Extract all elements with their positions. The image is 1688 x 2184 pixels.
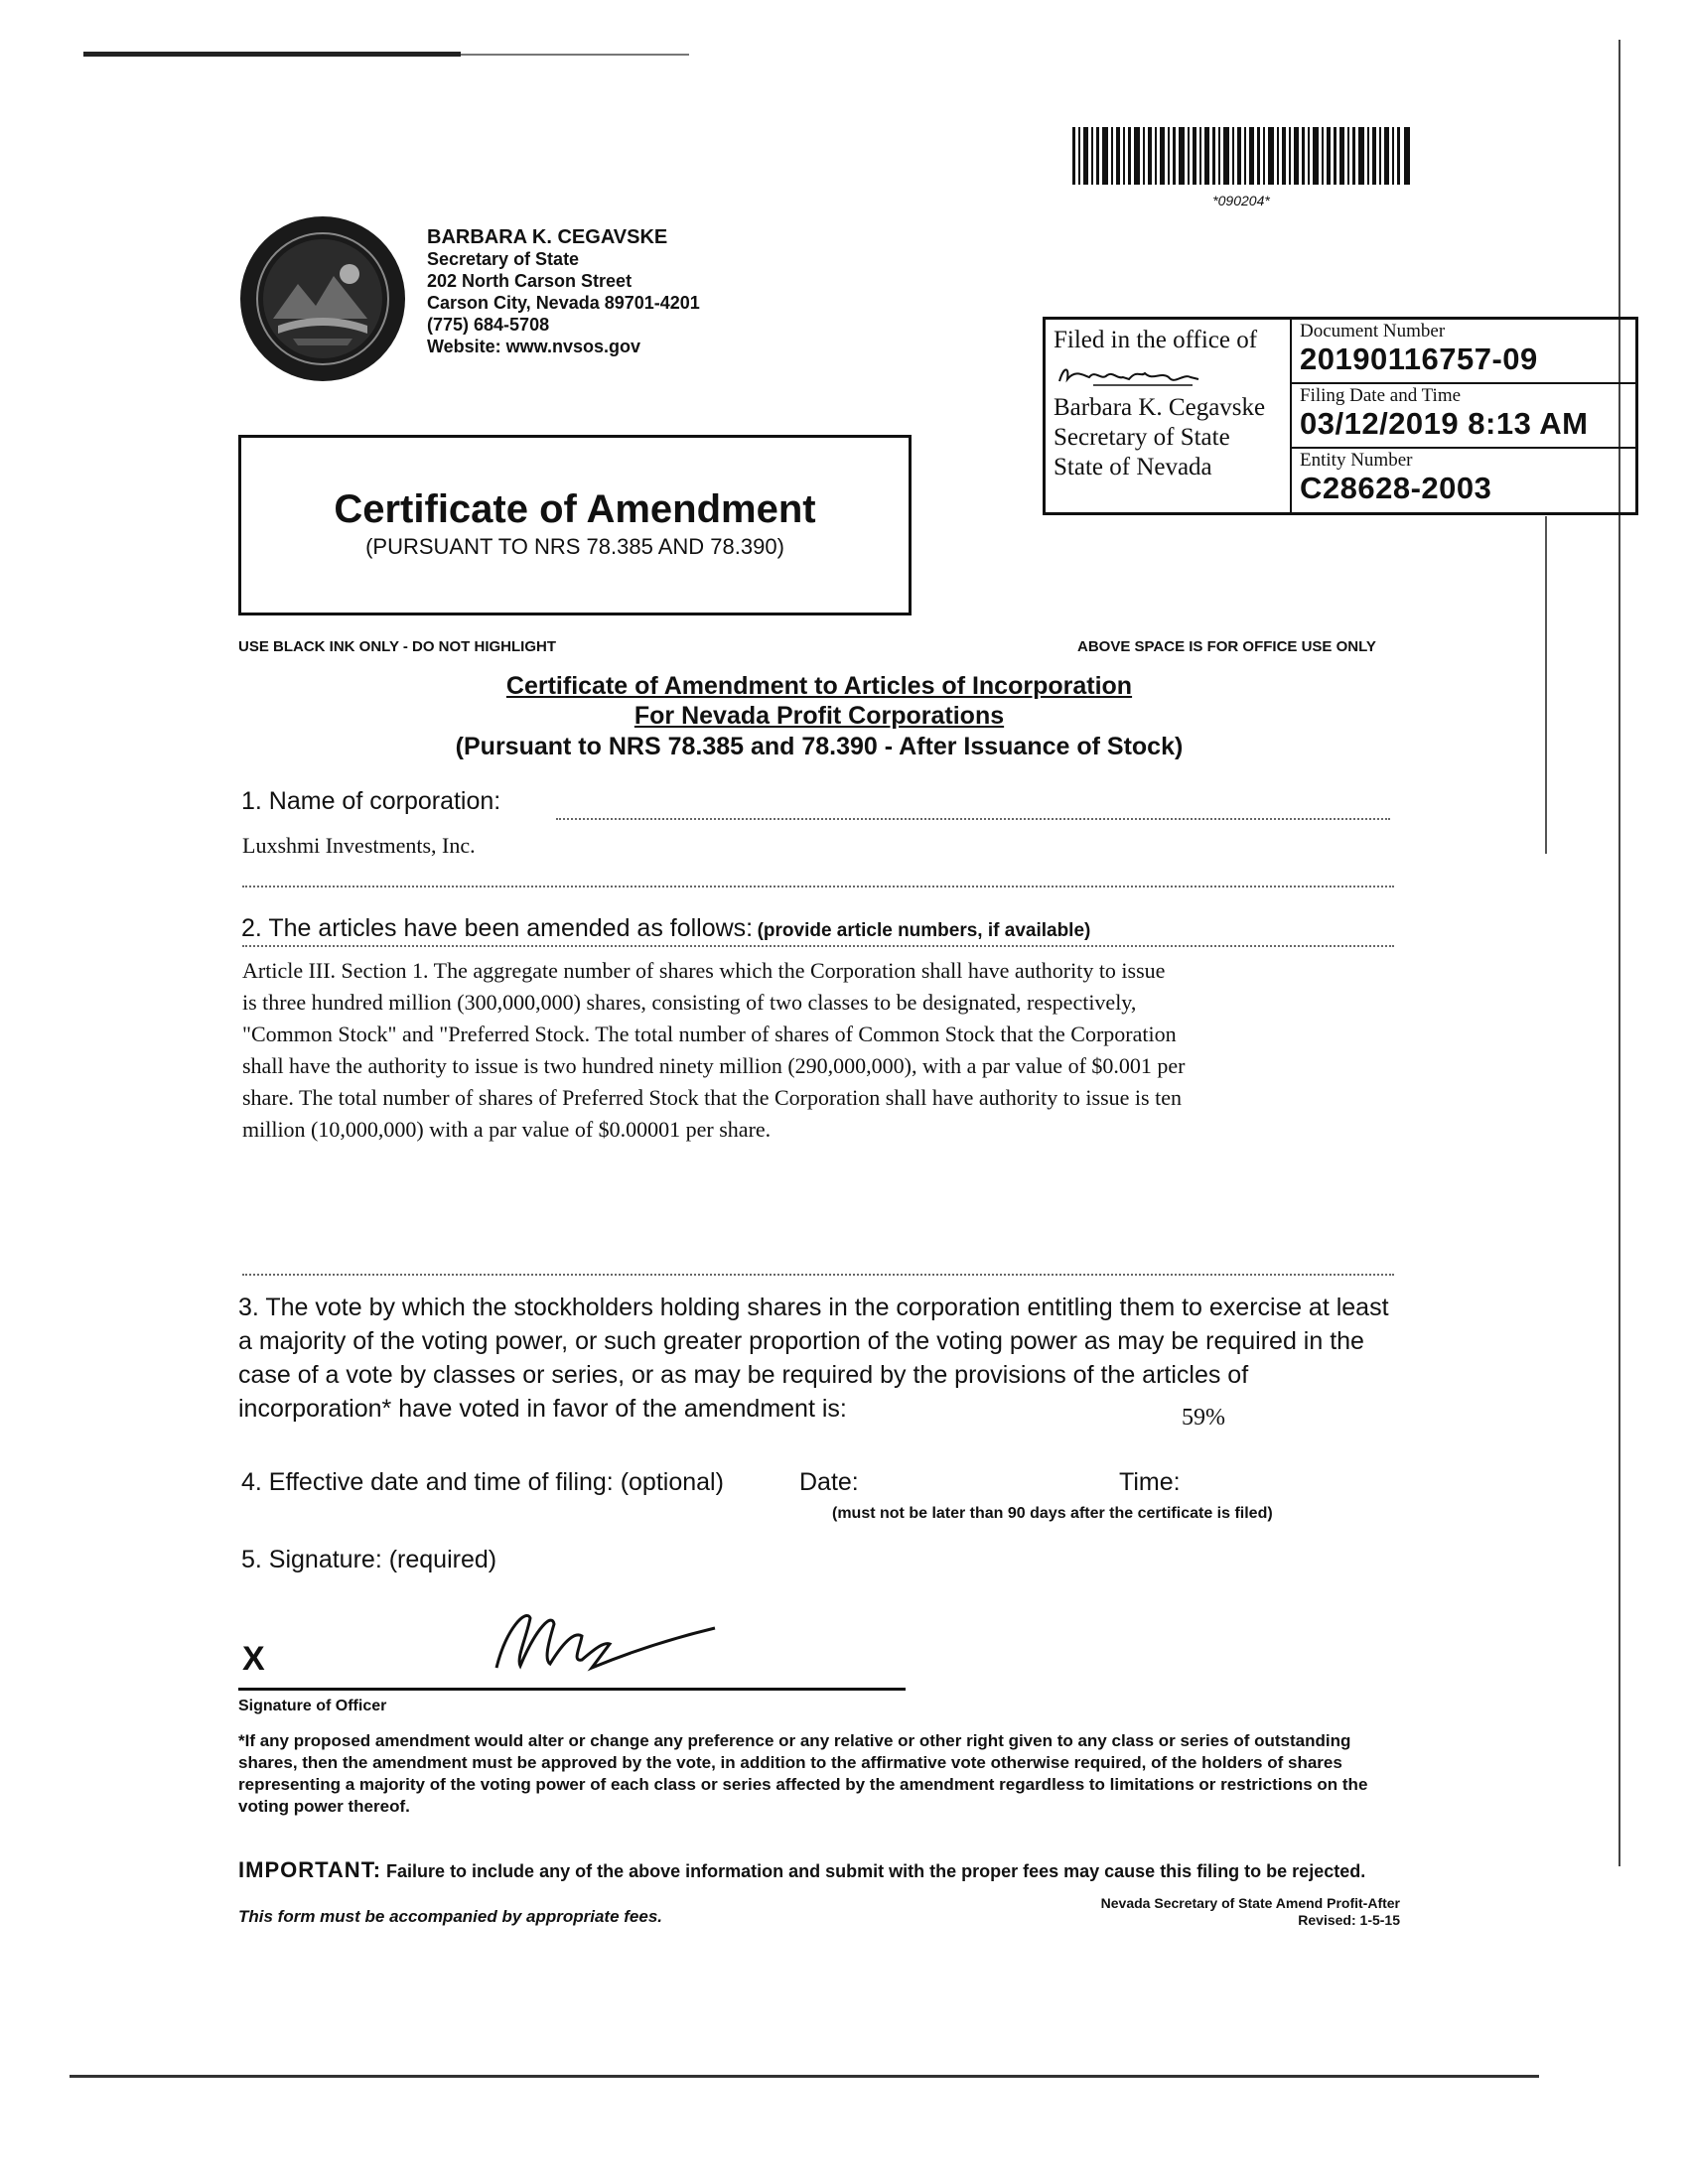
signature-line (238, 1688, 906, 1691)
filing-date: 03/12/2019 8:13 AM (1300, 406, 1589, 441)
secretary-name: BARBARA K. CEGAVSKE (427, 226, 668, 248)
fees-note: This form must be accompanied by appropriate fees. (238, 1907, 662, 1926)
scan-top-edge-faint (461, 54, 689, 56)
entity-number-cell (1292, 449, 1635, 512)
filing-details-panel (1292, 320, 1635, 512)
amendment-line: shall have the authority to issue is two hundred ninety million (290,000,000), with a par value of $0.001 per (242, 1053, 1186, 1078)
heading-line-1: Certificate of Amendment to Articles of Incorporation (505, 672, 1133, 700)
corporation-name-field[interactable]: Luxshmi Investments, Inc. (242, 833, 476, 858)
phone: (775) 684-5708 (427, 315, 550, 335)
date-field[interactable] (874, 1467, 1072, 1497)
vote-percentage-field[interactable]: 59% (1182, 1405, 1225, 1431)
filed-by-panel (1046, 320, 1292, 512)
item-3-text: 3. The vote by which the stockholders holding shares in the corporation entitling them to exercise at least a majority of the voting power, or such greater proportion of the voting power as may be required in the case of a vote by classes or series, or as may be required by the provisions of the articles of incorporation* have voted in favor of the amendment is: (238, 1294, 1389, 1423)
filing-stamp-box (1043, 317, 1638, 515)
officer-signature[interactable] (487, 1588, 735, 1688)
form-subtitle: (PURSUANT TO NRS 78.385 AND 78.390) (365, 534, 784, 559)
address-line-1: 202 North Carson Street (427, 271, 633, 291)
item-4-label: 4. Effective date and time of filing: (optional) (241, 1468, 724, 1496)
form-title: Certificate of Amendment (334, 487, 816, 531)
address-line-2: Carson City, Nevada 89701-4201 (427, 293, 700, 313)
amendment-text-field[interactable] (242, 955, 1414, 1146)
item-1-label: 1. Name of corporation: (241, 787, 501, 815)
filer-state: State of Nevada (1054, 454, 1212, 480)
heading-line-3: (Pursuant to NRS 78.385 and 78.390 - After Issuance of Stock) (455, 733, 1184, 760)
item-2-bottom-rule (242, 1274, 1394, 1276)
document-number-cell (1292, 320, 1635, 384)
barcode-graphic (1072, 127, 1410, 185)
item-5-label: 5. Signature: (required) (241, 1546, 497, 1573)
time-label: Time: (1119, 1468, 1181, 1496)
document-number: 20190116757-09 (1300, 341, 1538, 376)
main-heading (238, 671, 1400, 762)
amendment-footnote: *If any proposed amendment would alter or change any preference or any relative or other right given to any class or series of outstanding shares, then the amendment must be approved by the vote, in addition to the affirmative vote otherwise required, of the holders of shares representing a majority of the voting power of each class or series affected by the amendment regardless to limitations or restrictions on the voting power thereof. (238, 1731, 1368, 1816)
form-id-line-2: Revised: 1-5-15 (1298, 1912, 1400, 1928)
item-2-top-rule (242, 945, 1394, 947)
barcode-number: *090204* (1212, 193, 1270, 208)
office-use-note: ABOVE SPACE IS FOR OFFICE USE ONLY (1077, 638, 1376, 655)
ink-instruction: USE BLACK INK ONLY - DO NOT HIGHLIGHT (238, 638, 557, 655)
signature-x-mark: X (242, 1640, 265, 1678)
important-text: Failure to include any of the above information and submit with the proper fees may cause this filing to be rejected. (386, 1861, 1366, 1881)
secretary-signature (1054, 355, 1252, 393)
filer-title: Secretary of State (1054, 424, 1230, 451)
heading-line-2: For Nevada Profit Corporations (633, 702, 1005, 730)
signature-caption: Signature of Officer (238, 1698, 387, 1714)
amendment-line: share. The total number of shares of Preferred Stock that the Corporation shall have authority to issue is ten (242, 1085, 1182, 1110)
document-number-label: Document Number (1300, 321, 1446, 341)
date-label: Date: (799, 1468, 859, 1496)
title-box (238, 435, 912, 615)
scan-right-inner (1545, 516, 1547, 854)
form-id-line-1: Nevada Secretary of State Amend Profit-After (1100, 1895, 1400, 1911)
website: Website: www.nvsos.gov (427, 337, 641, 356)
nevada-state-seal-icon (238, 214, 407, 383)
important-keyword: IMPORTANT: (238, 1857, 382, 1882)
item-2-label: 2. The articles have been amended as follows: (241, 914, 754, 942)
date-limit-note: (must not be later than 90 days after the certificate is filed) (832, 1505, 1273, 1522)
item-2-hint: (provide article numbers, if available) (757, 920, 1091, 941)
time-field[interactable] (1192, 1467, 1370, 1497)
filing-date-cell (1292, 384, 1635, 449)
filed-in-office-label: Filed in the office of (1054, 327, 1258, 353)
entity-number-label: Entity Number (1300, 450, 1413, 471)
filer-name: Barbara K. Cegavske (1054, 394, 1266, 421)
secretary-header (427, 226, 700, 357)
scan-bottom-edge (70, 2075, 1539, 2078)
amendment-line: is three hundred million (300,000,000) shares, consisting of two classes to be designated, respectively, (242, 990, 1137, 1015)
scan-top-edge (83, 52, 461, 57)
amendment-line: million (10,000,000) with a par value of $0.00001 per share. (242, 1117, 772, 1142)
item-2-header (241, 911, 1090, 945)
amendment-line: Article III. Section 1. The aggregate number of shares which the Corporation shall have authority to issue (242, 958, 1166, 983)
entity-number: C28628-2003 (1300, 471, 1492, 505)
item-1-dotted-rule (556, 818, 1390, 820)
amendment-line: "Common Stock" and "Preferred Stock. The total number of shares of Common Stock that the Corporation (242, 1022, 1177, 1046)
form-id (1072, 1895, 1400, 1929)
secretary-title: Secretary of State (427, 249, 580, 269)
filing-date-label: Filing Date and Time (1300, 385, 1462, 406)
scan-right-edge (1618, 40, 1620, 1866)
important-notice (238, 1857, 1410, 1883)
item-1-bottom-rule (242, 886, 1394, 887)
